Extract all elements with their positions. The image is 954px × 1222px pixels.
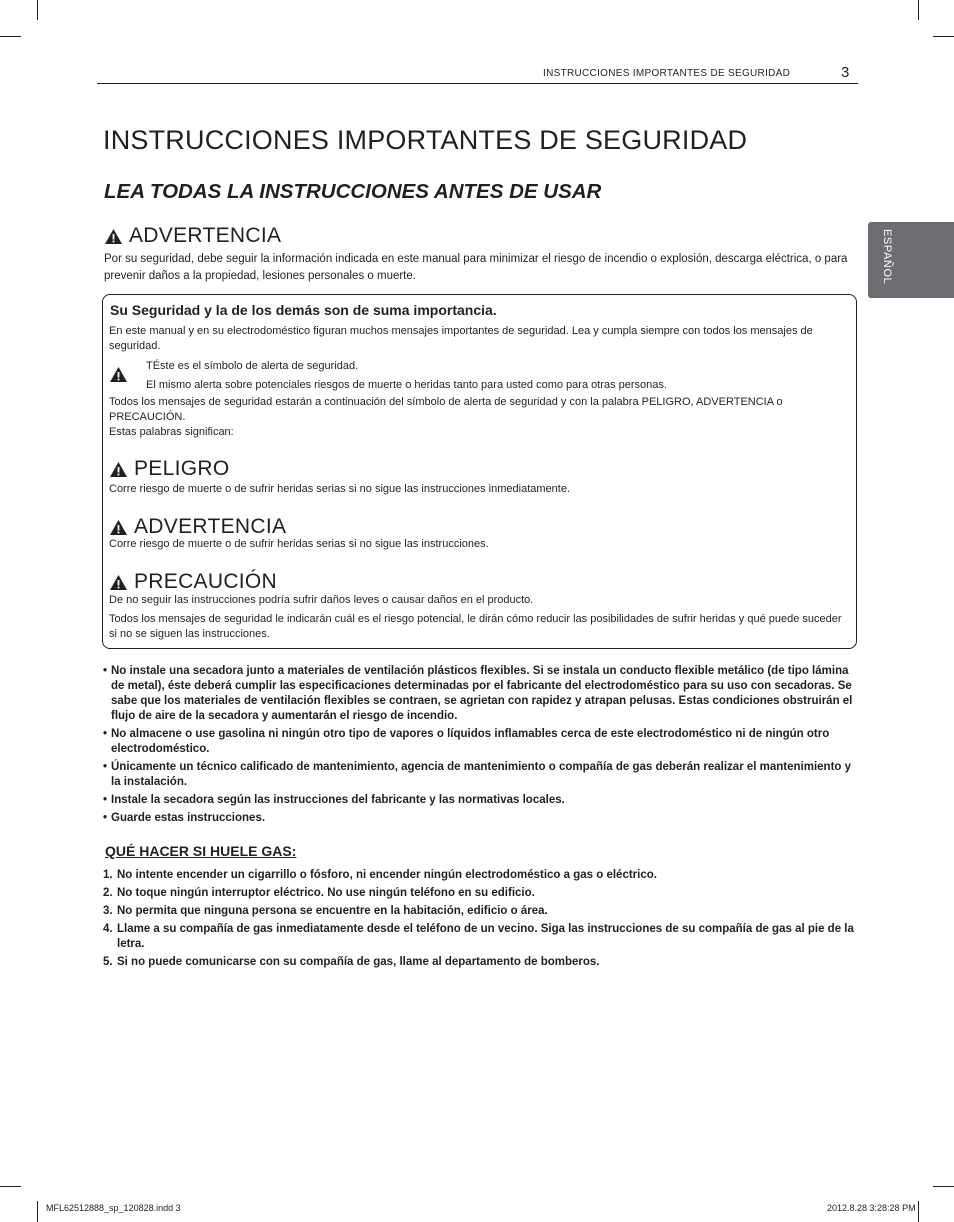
running-header: INSTRUCCIONES IMPORTANTES DE SEGURIDAD — [543, 68, 791, 79]
list-item — [103, 793, 855, 808]
alert-symbol-line2: El mismo alerta sobre potenciales riesgos de muerte o heridas tanto para usted como para otras personas. — [146, 379, 667, 391]
list-item — [103, 760, 855, 790]
closing-text: Todos los mensajes de seguridad le indicarán cuál es el riesgo potencial, le dirán cómo reducir las posibilidades de sufrir heridas y qué puede suceder si no se siguen las instrucciones. — [109, 613, 842, 640]
footer-file: MFL62512888_sp_120828.indd 3 — [46, 1203, 181, 1213]
list-item — [103, 727, 855, 757]
page-number: 3 — [841, 64, 850, 81]
list-item — [103, 922, 858, 952]
crop-mark — [37, 1201, 38, 1222]
step-number: 3. — [103, 905, 113, 917]
caution-text: De no seguir las instrucciones podría sufrir daños leves o causar daños en el producto. — [109, 594, 534, 606]
bullet-text: No instale una secadora junto a materiales de ventilación plásticos flexibles. Si se instala un conducto flexible metálico (de tipo lámina de metal), éste deberá cumplir las especificaciones determinadas por el fabricante del electrodoméstico para su uso con secadoras. Se sabe que los materiales de ventilación flexibles se contraen, se agrietan con rapidez y atrapan pelusas. Estas condiciones obstruirán el flujo de aire de la secadora y aumentarán el riesgo de incendio. — [111, 665, 853, 722]
meaning-text: Estas palabras significan: — [109, 426, 234, 438]
step-text: No intente encender un cigarrillo o fósforo, ni encender ningún electrodoméstico a gas o eléctrico. — [117, 869, 657, 881]
crop-mark — [918, 1201, 919, 1222]
footer-timestamp: 2012.8.28 3:28:28 PM — [827, 1203, 916, 1213]
bullet-text: Instale la secadora según las instrucciones del fabricante y las normativas locales. — [111, 794, 565, 806]
caution-heading — [109, 570, 277, 594]
warning-heading — [104, 224, 281, 248]
bullet: • — [103, 761, 108, 773]
bullet-text: Guarde estas instrucciones. — [111, 812, 266, 824]
warning-triangle-icon — [109, 519, 128, 536]
step-text: Llame a su compañía de gas inmediatamente desde el teléfono de un vecino. Siga las instrucciones de su compañía de gas al pie de la letra. — [117, 923, 854, 950]
advertencia-label: ADVERTENCIA — [134, 515, 287, 538]
crop-mark — [37, 0, 38, 20]
step-number: 4. — [103, 923, 113, 935]
bullet: • — [103, 665, 108, 677]
signal-words-text: Todos los mensajes de seguridad estarán a continuación del símbolo de alerta de seguridad y con la palabra PELIGRO, ADVERTENCIA o PRECAUCIÓN. — [109, 396, 783, 423]
step-number: 2. — [103, 887, 113, 899]
bullet-list — [103, 664, 855, 829]
advertencia-heading — [109, 515, 286, 539]
list-item — [103, 955, 858, 970]
step-number: 1. — [103, 869, 113, 881]
list-item — [103, 868, 858, 883]
warning-triangle-icon — [109, 461, 128, 478]
list-item — [103, 664, 855, 724]
alert-symbol-icon — [109, 366, 128, 388]
bullet-text: Únicamente un técnico calificado de mantenimiento, agencia de mantenimiento o compañía de gas deberán realizar el mantenimiento y la instalación. — [111, 761, 852, 788]
language-tab-label: ESPAÑOL — [881, 229, 893, 285]
crop-mark — [0, 1186, 21, 1187]
gas-steps — [103, 868, 858, 973]
list-item — [103, 904, 858, 919]
warning-triangle-icon — [109, 574, 128, 591]
bullet: • — [103, 794, 108, 806]
bullet-text: No almacene o use gasolina ni ningún otro tipo de vapores o líquidos inflamables cerca de este electrodoméstico ni de ningún otro electrodoméstico. — [111, 728, 830, 755]
crop-mark — [918, 0, 919, 20]
crop-mark — [933, 1186, 954, 1187]
safety-box-title: Su Seguridad y la de los demás son de suma importancia. — [110, 302, 497, 318]
warning-label: ADVERTENCIA — [129, 224, 282, 247]
danger-text: Corre riesgo de muerte o de sufrir heridas serias si no sigue las instrucciones inmediatamente. — [109, 483, 570, 495]
danger-label: PELIGRO — [134, 457, 230, 480]
safety-box-intro: En este manual y en su electrodoméstico figuran muchos mensajes importantes de seguridad. Lea y cumpla siempre con todos los mensajes de seguridad. — [109, 325, 813, 352]
crop-mark — [0, 36, 21, 37]
step-text: No permita que ninguna persona se encuentre en la habitación, edificio o área. — [117, 905, 548, 917]
warning-triangle-icon — [104, 228, 123, 245]
advertencia-text: Corre riesgo de muerte o de sufrir heridas serias si no sigue las instrucciones. — [109, 538, 489, 550]
step-text: Si no puede comunicarse con su compañía de gas, llame al departamento de bomberos. — [117, 956, 600, 968]
crop-mark — [933, 36, 954, 37]
gas-heading: QUÉ HACER SI HUELE GAS: — [105, 843, 297, 859]
page-title: INSTRUCCIONES IMPORTANTES DE SEGURIDAD — [103, 125, 748, 155]
step-text: No toque ningún interruptor eléctrico. No use ningún teléfono en su edificio. — [117, 887, 535, 899]
list-item — [103, 886, 858, 901]
alert-symbol-line1: TÉste es el símbolo de alerta de seguridad. — [146, 360, 359, 372]
danger-heading — [109, 457, 229, 481]
step-number: 5. — [103, 956, 113, 968]
list-item — [103, 811, 855, 826]
page-subtitle: LEA TODAS LA INSTRUCCIONES ANTES DE USAR — [104, 180, 602, 203]
bullet: • — [103, 728, 108, 740]
bullet: • — [103, 812, 108, 824]
caution-label: PRECAUCIÓN — [134, 570, 278, 593]
header-rule — [97, 83, 858, 84]
warning-paragraph: Por su seguridad, debe seguir la información indicada en este manual para minimizar el riesgo de incendio o explosión, descarga eléctrica, o para prevenir daños a la propiedad, lesiones personales o muerte. — [104, 253, 848, 282]
